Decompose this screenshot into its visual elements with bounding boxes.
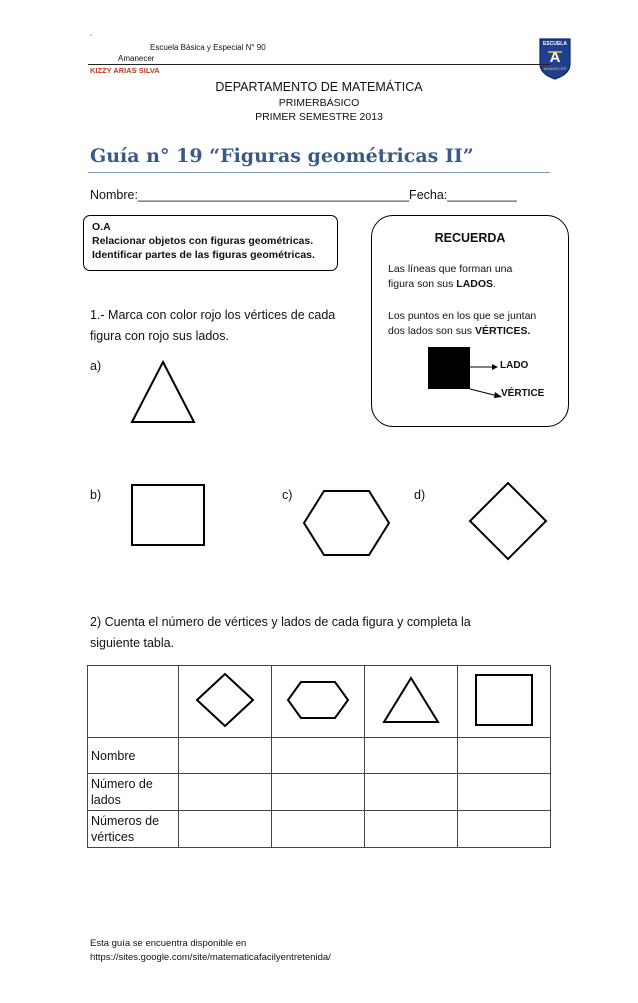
table-row-label: Número de lados	[88, 774, 179, 811]
table-blank-cell[interactable]	[365, 738, 458, 774]
name-date-field: Nombre:_______________________________________Fecha:__________	[90, 188, 517, 202]
exercise1-line1: 1.- Marca con color rojo los vértices de cada	[90, 308, 336, 322]
table-blank-cell[interactable]	[458, 738, 551, 774]
exercise2-line1: 2) Cuenta el número de vértices y lados de cada figura y completa la	[90, 615, 471, 629]
table-row	[88, 811, 551, 848]
header-tick: ´	[90, 34, 93, 43]
objectives-heading: O.A	[92, 221, 111, 233]
table-blank-cell[interactable]	[272, 774, 365, 811]
table-blank-cell[interactable]	[179, 738, 272, 774]
table-shape-cell	[365, 666, 458, 738]
label-d: d)	[414, 488, 426, 502]
table-square-icon	[472, 672, 536, 728]
footer-line1: Esta guía se encuentra disponible en	[90, 938, 247, 949]
black-square-icon	[428, 347, 470, 389]
school-subtitle: Amanecer	[118, 54, 155, 63]
exercise2-line2: siguiente tabla.	[90, 636, 175, 650]
label-b: b)	[90, 488, 102, 502]
table-blank-cell[interactable]	[272, 738, 365, 774]
level-label: PRIMERBÁSICO	[278, 97, 360, 109]
title-divider	[88, 172, 550, 173]
count-table	[87, 665, 551, 848]
table-blank-cell[interactable]	[365, 774, 458, 811]
author-name: KIZZY ARIAS SILVA	[90, 66, 160, 75]
table-blank-cell[interactable]	[458, 811, 551, 848]
table-corner-cell	[88, 666, 179, 738]
table-blank-cell[interactable]	[365, 811, 458, 848]
exercise1-line2: figura con rojo sus lados.	[90, 329, 229, 343]
department-title: DEPARTAMENTO DE MATEMÁTICA	[215, 80, 423, 94]
page-title: Guía n° 19 “Figuras geométricas II”	[90, 145, 474, 167]
logo-letter: A	[549, 49, 561, 66]
objective-2: Identificar partes de las figuras geométricas.	[92, 249, 315, 261]
school-logo	[538, 36, 572, 80]
logo-top-text: ESCUELA	[543, 41, 567, 47]
table-row	[88, 738, 551, 774]
label-a: a)	[90, 359, 102, 373]
rectangle-icon	[130, 483, 206, 547]
table-row	[88, 774, 551, 811]
logo-bottom-text: AMANECER	[543, 66, 567, 71]
label-c: c)	[282, 488, 293, 502]
triangle-icon	[128, 358, 198, 426]
exercise1-instruction	[90, 305, 335, 347]
remember-vertices-line2: dos lados son sus VÉRTICES.	[388, 325, 531, 337]
table-shape-cell	[272, 666, 365, 738]
table-blank-cell[interactable]	[179, 774, 272, 811]
remember-sides-line2: figura son sus LADOS.	[388, 278, 496, 290]
remember-title: RECUERDA	[434, 231, 506, 245]
footer-note	[90, 937, 331, 965]
semester-label: PRIMER SEMESTRE 2013	[255, 111, 383, 123]
objective-1: Relacionar objetos con figuras geométricas.	[92, 235, 314, 247]
school-name: Escuela Básica y Especial N° 90	[150, 43, 266, 52]
hexagon-icon	[302, 488, 392, 558]
table-triangle-icon	[378, 674, 444, 726]
table-blank-cell[interactable]	[458, 774, 551, 811]
exercise2-instruction	[90, 612, 471, 654]
table-row-label: Nombre	[88, 738, 179, 774]
objectives-box	[83, 215, 338, 271]
remember-box	[371, 215, 569, 427]
table-diamond-icon	[192, 670, 258, 730]
table-blank-cell[interactable]	[272, 811, 365, 848]
header-divider	[88, 64, 550, 65]
diamond-icon	[467, 480, 549, 562]
table-hexagon-icon	[285, 678, 351, 722]
footer-link[interactable]: https://sites.google.com/site/matematicafacilyentretenida/	[90, 952, 331, 963]
remember-sides-line1: Las líneas que forman una	[388, 263, 513, 275]
table-shape-cell	[179, 666, 272, 738]
table-header-row	[88, 666, 551, 738]
side-label: LADO	[500, 360, 529, 371]
table-row-label: Números de vértices	[88, 811, 179, 848]
remember-vertices-line1: Los puntos en los que se juntan	[388, 310, 537, 322]
vertex-label: VÉRTICE	[501, 388, 545, 399]
table-blank-cell[interactable]	[179, 811, 272, 848]
table-shape-cell	[458, 666, 551, 738]
